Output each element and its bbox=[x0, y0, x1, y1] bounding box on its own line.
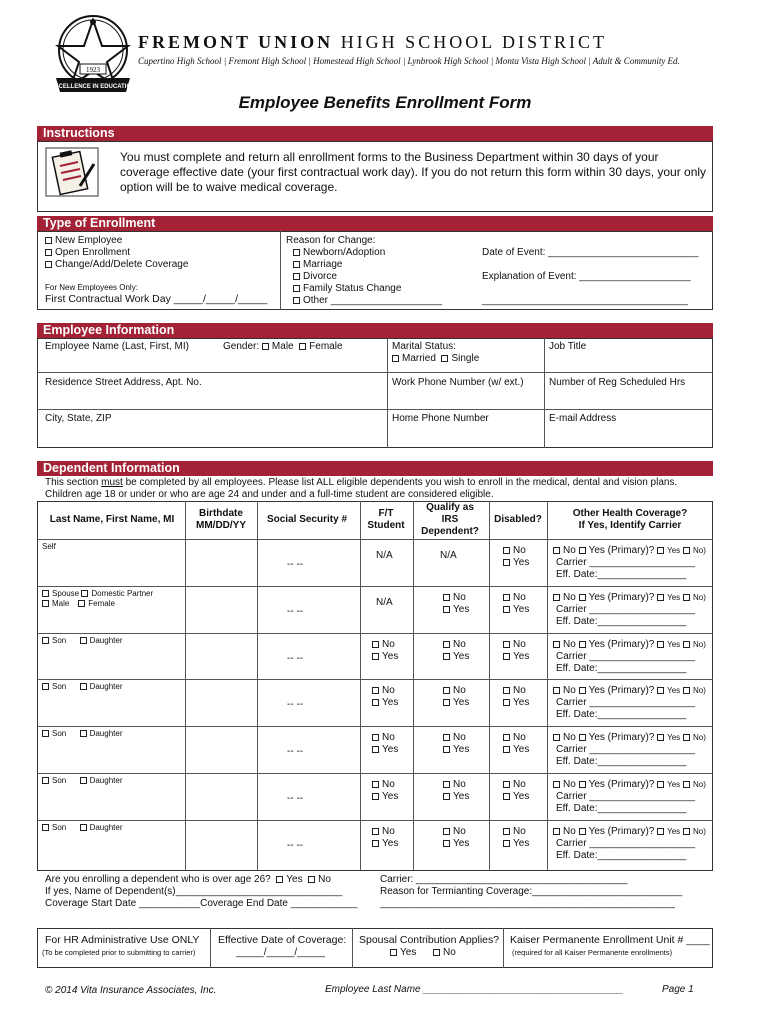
other-coverage-options[interactable]: No Yes (Primary)? Yes No) bbox=[553, 826, 706, 837]
enrollment-header: Type of Enrollment bbox=[37, 216, 713, 231]
disabled-yes[interactable]: Yes bbox=[503, 697, 529, 708]
email-field[interactable]: E-mail Address bbox=[549, 413, 617, 424]
employee-row-line bbox=[37, 409, 713, 410]
disabled-yes[interactable]: Yes bbox=[503, 838, 529, 849]
ft-student-yes[interactable]: Yes bbox=[372, 697, 398, 708]
termination-reason-field[interactable]: Reason for Termianting Coverage:___________________________ bbox=[380, 886, 683, 897]
disabled-no[interactable]: No bbox=[503, 592, 526, 603]
marriage-checkbox[interactable]: Marriage bbox=[293, 259, 342, 270]
disabled-yes[interactable]: Yes bbox=[503, 557, 529, 568]
new-employee-checkbox[interactable]: New Employee bbox=[45, 235, 122, 246]
admin-divider bbox=[352, 928, 353, 968]
marital-status-field[interactable]: Married Single bbox=[392, 353, 479, 364]
carrier-field[interactable]: Carrier: ______________________________________ bbox=[380, 874, 628, 885]
spousal-contribution-label: Spousal Contribution Applies? bbox=[359, 934, 500, 946]
irs-yes[interactable]: Yes bbox=[443, 697, 469, 708]
dependent-note-2: Children age 18 or under or who are age 24 and under and a full-time student are considered eligible. bbox=[45, 489, 494, 500]
th-ft-student: F/T Student bbox=[367, 508, 405, 531]
dep-col-line bbox=[257, 501, 258, 871]
th-disabled: Disabled? bbox=[494, 514, 542, 525]
address-field[interactable]: Residence Street Address, Apt. No. bbox=[45, 377, 202, 388]
ft-student-no[interactable]: No bbox=[372, 639, 395, 650]
ft-student-yes[interactable]: Yes bbox=[372, 744, 398, 755]
admin-divider bbox=[503, 928, 504, 968]
disabled-yes[interactable]: Yes bbox=[503, 651, 529, 662]
irs-yes[interactable]: Yes bbox=[443, 744, 469, 755]
ft-student-no[interactable]: No bbox=[372, 826, 395, 837]
disabled-no[interactable]: No bbox=[503, 545, 526, 556]
eff-date-field[interactable]: Eff. Date:________________ bbox=[556, 569, 687, 580]
carrier-field[interactable]: Carrier ___________________ bbox=[556, 604, 696, 615]
irs-no[interactable]: No bbox=[443, 779, 466, 790]
carrier-field[interactable]: Carrier ___________________ bbox=[556, 651, 696, 662]
ssn-cell[interactable]: -- -- bbox=[287, 559, 304, 570]
employee-last-name-footer[interactable]: Employee Last Name ____________________________________ bbox=[325, 984, 624, 995]
disabled-yes[interactable]: Yes bbox=[503, 604, 529, 615]
son-daughter-options[interactable]: Son Daughter bbox=[42, 776, 123, 785]
kaiser-note: (required for all Kaiser Permanente enrollments) bbox=[512, 948, 673, 957]
employee-header: Employee Information bbox=[37, 323, 713, 338]
instructions-text: You must complete and return all enrollment forms to the Business Department within 30 days of your coverage effective date (your first contractual work day). If you do not return this form within 30 days, your only option will be to waive medical coverage. bbox=[120, 150, 707, 194]
birthdate-cell[interactable] bbox=[186, 586, 256, 632]
irs-na: N/A bbox=[440, 550, 457, 561]
employee-col-line bbox=[387, 338, 388, 448]
dependent-note-1: This section must be completed by all employees. Please list ALL eligible dependents you wish to enroll in the medical, dental and vision plans. bbox=[45, 477, 678, 488]
birthdate-cell[interactable] bbox=[186, 726, 256, 772]
eff-date-field[interactable]: Eff. Date:________________ bbox=[556, 709, 687, 720]
ft-student-na: N/A bbox=[376, 550, 393, 561]
over-26-question[interactable]: Are you enrolling a dependent who is over age 26? Yes No bbox=[45, 874, 331, 885]
ssn-cell[interactable]: -- -- bbox=[287, 746, 304, 757]
carrier-field[interactable]: Carrier ___________________ bbox=[556, 697, 696, 708]
ssn-cell[interactable]: -- -- bbox=[287, 699, 304, 710]
birthdate-cell[interactable] bbox=[186, 773, 256, 819]
birthdate-cell[interactable] bbox=[186, 679, 256, 725]
other-coverage-options[interactable]: No Yes (Primary)? Yes No) bbox=[553, 639, 706, 650]
dep-row-line bbox=[37, 773, 713, 774]
other-coverage-options[interactable]: No Yes (Primary)? Yes No) bbox=[553, 685, 706, 696]
newborn-checkbox[interactable]: Newborn/Adoption bbox=[293, 247, 385, 258]
enrollment-divider bbox=[280, 231, 281, 310]
carrier-field[interactable]: Carrier ___________________ bbox=[556, 838, 696, 849]
ft-student-yes[interactable]: Yes bbox=[372, 838, 398, 849]
irs-no[interactable]: No bbox=[443, 639, 466, 650]
birthdate-cell[interactable] bbox=[186, 820, 256, 866]
employee-row-line bbox=[37, 372, 713, 373]
spouse-partner-options[interactable]: Spouse Domestic Partner bbox=[42, 589, 153, 598]
gender-field[interactable]: Gender: Male Female bbox=[223, 341, 343, 352]
carrier-field[interactable]: Carrier ___________________ bbox=[556, 557, 696, 568]
other-coverage-options[interactable]: No Yes (Primary)? Yes No) bbox=[553, 545, 706, 556]
date-of-event-field[interactable]: Date of Event: ___________________________ bbox=[482, 247, 699, 258]
th-other-coverage: Other Health Coverage? If Yes, Identify Carrier bbox=[572, 508, 688, 531]
divorce-checkbox[interactable]: Divorce bbox=[293, 271, 337, 282]
th-irs: Qualify as IRS Dependent? bbox=[421, 502, 479, 537]
instructions-header: Instructions bbox=[37, 126, 713, 141]
irs-no[interactable]: No bbox=[443, 592, 466, 603]
ssn-cell[interactable]: -- -- bbox=[287, 606, 304, 617]
change-coverage-checkbox[interactable]: Change/Add/Delete Coverage bbox=[45, 259, 188, 270]
ft-student-no[interactable]: No bbox=[372, 779, 395, 790]
employee-box bbox=[37, 338, 713, 448]
irs-yes[interactable]: Yes bbox=[443, 791, 469, 802]
dep-row-line bbox=[37, 726, 713, 727]
ssn-cell[interactable]: -- -- bbox=[287, 793, 304, 804]
eff-date-field[interactable]: Eff. Date:________________ bbox=[556, 616, 687, 627]
son-daughter-options[interactable]: Son Daughter bbox=[42, 729, 123, 738]
carrier-field[interactable]: Carrier ___________________ bbox=[556, 744, 696, 755]
son-daughter-options[interactable]: Son Daughter bbox=[42, 682, 123, 691]
family-status-checkbox[interactable]: Family Status Change bbox=[293, 283, 401, 294]
th-ssn: Social Security # bbox=[266, 514, 348, 525]
irs-no[interactable]: No bbox=[443, 685, 466, 696]
marital-status-label: Marital Status: bbox=[392, 341, 456, 352]
hr-use-note: (To be completed prior to submitting to carrier) bbox=[42, 948, 196, 957]
hr-use-label: For HR Administrative Use ONLY bbox=[45, 934, 200, 946]
job-title-field[interactable]: Job Title bbox=[549, 341, 587, 352]
eff-date-field[interactable]: Eff. Date:________________ bbox=[556, 756, 687, 767]
disabled-no[interactable]: No bbox=[503, 685, 526, 696]
disabled-no[interactable]: No bbox=[503, 779, 526, 790]
irs-no[interactable]: No bbox=[443, 732, 466, 743]
district-logo bbox=[52, 12, 134, 94]
effective-date-field[interactable]: _____/_____/_____ bbox=[236, 947, 325, 958]
open-enrollment-checkbox[interactable]: Open Enrollment bbox=[45, 247, 130, 258]
dep-row-line bbox=[37, 633, 713, 634]
dep-row-line bbox=[37, 679, 713, 680]
gender-options[interactable]: Male Female bbox=[42, 599, 115, 608]
other-coverage-options[interactable]: No Yes (Primary)? Yes No) bbox=[553, 779, 706, 790]
dep-col-line bbox=[489, 501, 490, 871]
birthdate-cell[interactable] bbox=[186, 633, 256, 679]
other-coverage-options[interactable]: No Yes (Primary)? Yes No) bbox=[553, 592, 706, 603]
dep-row-line bbox=[37, 820, 713, 821]
other-reason-checkbox[interactable]: Other ____________________ bbox=[293, 295, 442, 306]
son-daughter-options[interactable]: Son Daughter bbox=[42, 636, 123, 645]
district-name: FREMONT UNION HIGH SCHOOL DISTRICT bbox=[138, 32, 608, 52]
dep-header-line bbox=[37, 539, 713, 540]
disabled-no[interactable]: No bbox=[503, 826, 526, 837]
new-employee-note: For New Employees Only: bbox=[45, 283, 138, 292]
school-list: Cupertino High School | Fremont High School | Homestead High School | Lynbrook High School | Monta Vista High School | Adult & Community Ed. bbox=[138, 56, 680, 66]
explanation-field[interactable]: Explanation of Event: ____________________ bbox=[482, 271, 691, 282]
other-coverage-options[interactable]: No Yes (Primary)? Yes No) bbox=[553, 732, 706, 743]
logo-banner: EXCELLENCE IN EDUCATION bbox=[52, 84, 134, 90]
disabled-no[interactable]: No bbox=[503, 639, 526, 650]
th-birthdate: Birthdate MM/DD/YY bbox=[196, 508, 246, 531]
dependent-header: Dependent Information bbox=[37, 461, 713, 476]
ft-student-yes[interactable]: Yes bbox=[372, 651, 398, 662]
page-number: Page 1 bbox=[662, 984, 694, 995]
work-phone-field[interactable]: Work Phone Number (w/ ext.) bbox=[392, 377, 524, 388]
ft-student-no[interactable]: No bbox=[372, 685, 395, 696]
dep-col-line bbox=[547, 501, 548, 871]
ft-student-yes[interactable]: Yes bbox=[372, 791, 398, 802]
coverage-dates-field[interactable]: Coverage Start Date ___________Coverage End Date ____________ bbox=[45, 898, 358, 909]
ft-student-na: N/A bbox=[376, 597, 393, 608]
irs-no[interactable]: No bbox=[443, 826, 466, 837]
dep-col-line bbox=[413, 501, 414, 871]
disabled-yes[interactable]: Yes bbox=[503, 791, 529, 802]
irs-yes[interactable]: Yes bbox=[443, 838, 469, 849]
employee-col-line bbox=[544, 338, 545, 448]
clipboard-icon bbox=[44, 146, 100, 198]
dep-col-line bbox=[360, 501, 361, 871]
irs-yes[interactable]: Yes bbox=[443, 604, 469, 615]
employee-name-field[interactable]: Employee Name (Last, First, MI) bbox=[45, 341, 189, 352]
dep-row-line bbox=[37, 586, 713, 587]
self-label: Self bbox=[42, 542, 56, 551]
city-state-zip-field[interactable]: City, State, ZIP bbox=[45, 413, 112, 424]
ssn-cell[interactable]: -- -- bbox=[287, 653, 304, 664]
eff-date-field[interactable]: Eff. Date:________________ bbox=[556, 850, 687, 861]
ft-student-no[interactable]: No bbox=[372, 732, 395, 743]
son-daughter-options[interactable]: Son Daughter bbox=[42, 823, 123, 832]
reg-hours-field[interactable]: Number of Reg Scheduled Hrs bbox=[549, 377, 686, 388]
kaiser-unit-field[interactable]: Kaiser Permanente Enrollment Unit # ____ bbox=[510, 934, 710, 946]
carrier-field[interactable]: Carrier ___________________ bbox=[556, 791, 696, 802]
explanation-line[interactable]: _____________________________________ bbox=[482, 295, 688, 306]
dependent-name-field[interactable]: If yes, Name of Dependent(s)______________________________ bbox=[45, 886, 343, 897]
first-work-day-field[interactable]: First Contractual Work Day _____/_____/_____ bbox=[45, 293, 268, 305]
form-title: Employee Benefits Enrollment Form bbox=[238, 93, 532, 112]
logo-year: 1923 bbox=[86, 66, 100, 74]
disabled-no[interactable]: No bbox=[503, 732, 526, 743]
admin-divider bbox=[210, 928, 211, 968]
effective-date-label: Effective Date of Coverage: bbox=[218, 934, 347, 946]
reason-label: Reason for Change: bbox=[286, 235, 376, 246]
irs-yes[interactable]: Yes bbox=[443, 651, 469, 662]
ssn-cell[interactable]: -- -- bbox=[287, 840, 304, 851]
spousal-contribution-field[interactable]: Yes No bbox=[390, 947, 456, 958]
disabled-yes[interactable]: Yes bbox=[503, 744, 529, 755]
eff-date-field[interactable]: Eff. Date:________________ bbox=[556, 803, 687, 814]
home-phone-field[interactable]: Home Phone Number bbox=[392, 413, 489, 424]
copyright: © 2014 Vita Insurance Associates, Inc. bbox=[45, 985, 217, 996]
eff-date-field[interactable]: Eff. Date:________________ bbox=[556, 663, 687, 674]
th-name: Last Name, First Name, MI bbox=[49, 514, 175, 525]
termination-reason-line[interactable]: _____________________________________________________ bbox=[380, 898, 675, 909]
birthdate-cell[interactable] bbox=[186, 539, 256, 585]
